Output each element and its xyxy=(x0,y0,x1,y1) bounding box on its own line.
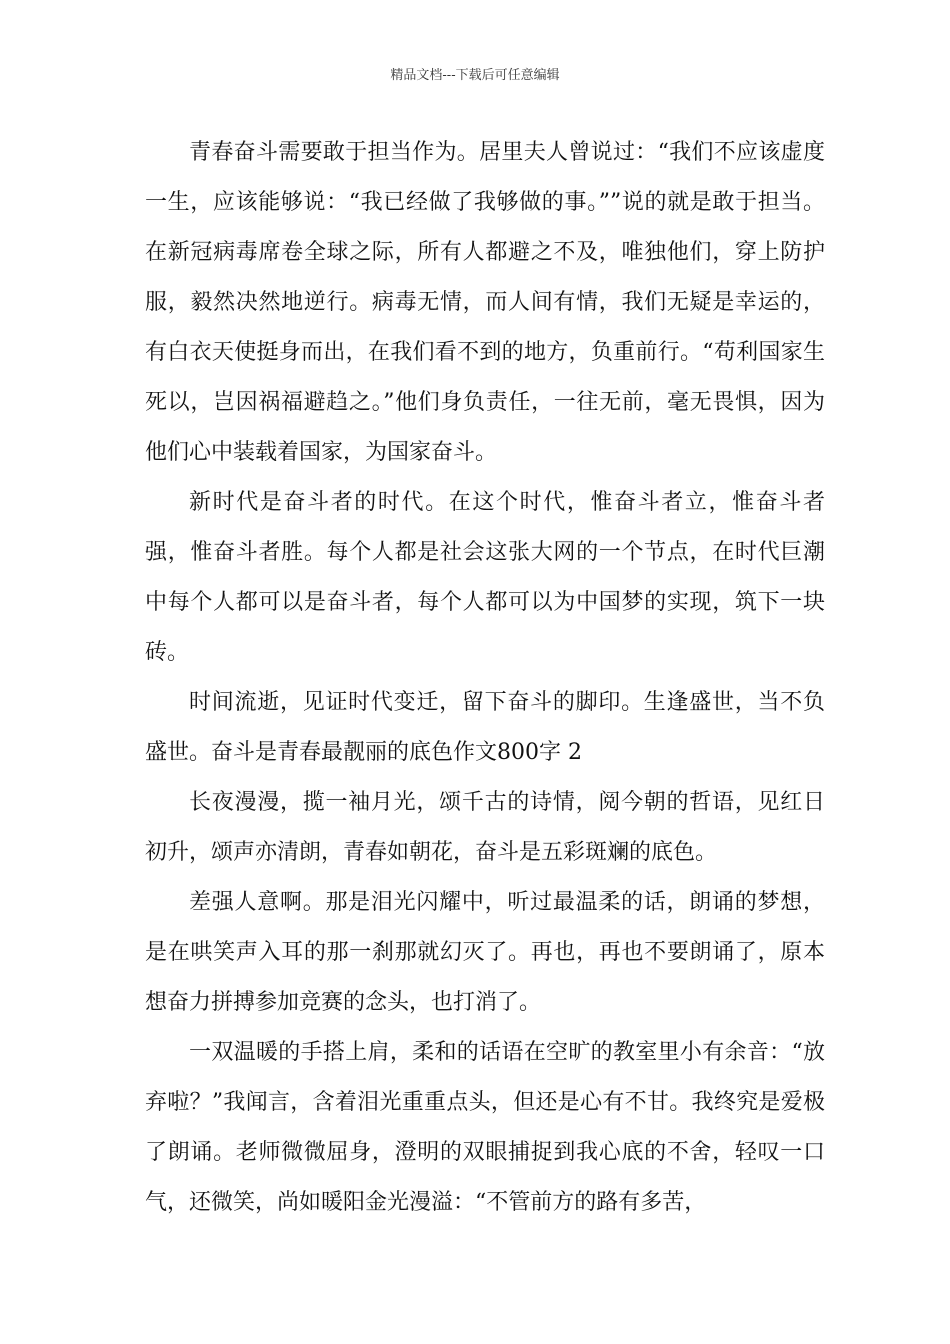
paragraph-3: 时间流逝，见证时代变迁，留下奋斗的脚印。生逢盛世，当不负盛世。奋斗是青春最靓丽的底色作文800字 2 xyxy=(145,690,825,765)
paragraph-2: 新时代是奋斗者的时代。在这个时代，惟奋斗者立，惟奋斗者强，惟奋斗者胜。每个人都是社会这张大网的一个节点，在时代巨潮中每个人都可以是奋斗者，每个人都可以为中国梦的实现，筑下一块砖。 xyxy=(145,490,825,665)
paragraph-1: 青春奋斗需要敢于担当作为。居里夫人曾说过：“我们不应该虚度一生，应该能够说：“我已经做了我够做的事。””说的就是敢于担当。在新冠病毒席卷全球之际，所有人都避之不及，唯独他们，穿上防护服，毅然决然地逆行。病毒无情，而人间有情，我们无疑是幸运的，有白衣天使挺身而出，在我们看不到的地方，负重前行。“苟利国家生死以，岂因祸福避趋之。”他们身负责任，一往无前，毫无畏惧，因为他们心中装载着国家，为国家奋斗。 xyxy=(145,140,825,465)
document-body xyxy=(145,128,825,1228)
paragraph-5: 差强人意啊。那是泪光闪耀中，听过最温柔的话，朗诵的梦想，是在哄笑声入耳的那一刹那就幻灭了。再也，再也不要朗诵了，原本想奋力拼搏参加竞赛的念头，也打消了。 xyxy=(145,890,825,1015)
paragraph-4: 长夜漫漫，揽一袖月光，颂千古的诗情，阅今朝的哲语，见红日初升，颂声亦清朗，青春如朝花，奋斗是五彩斑斓的底色。 xyxy=(145,790,825,865)
page-header: 精品文档---下载后可任意编辑 xyxy=(390,68,560,83)
paragraph-6: 一双温暖的手搭上肩，柔和的话语在空旷的教室里小有余音：“放弃啦？”我闻言，含着泪光重重点头，但还是心有不甘。我终究是爱极了朗诵。老师微微屈身，澄明的双眼捕捉到我心底的不舍，轻叹一口气，还微笑，尚如暖阳金光漫溢：“不管前方的路有多苦， xyxy=(145,1040,825,1215)
